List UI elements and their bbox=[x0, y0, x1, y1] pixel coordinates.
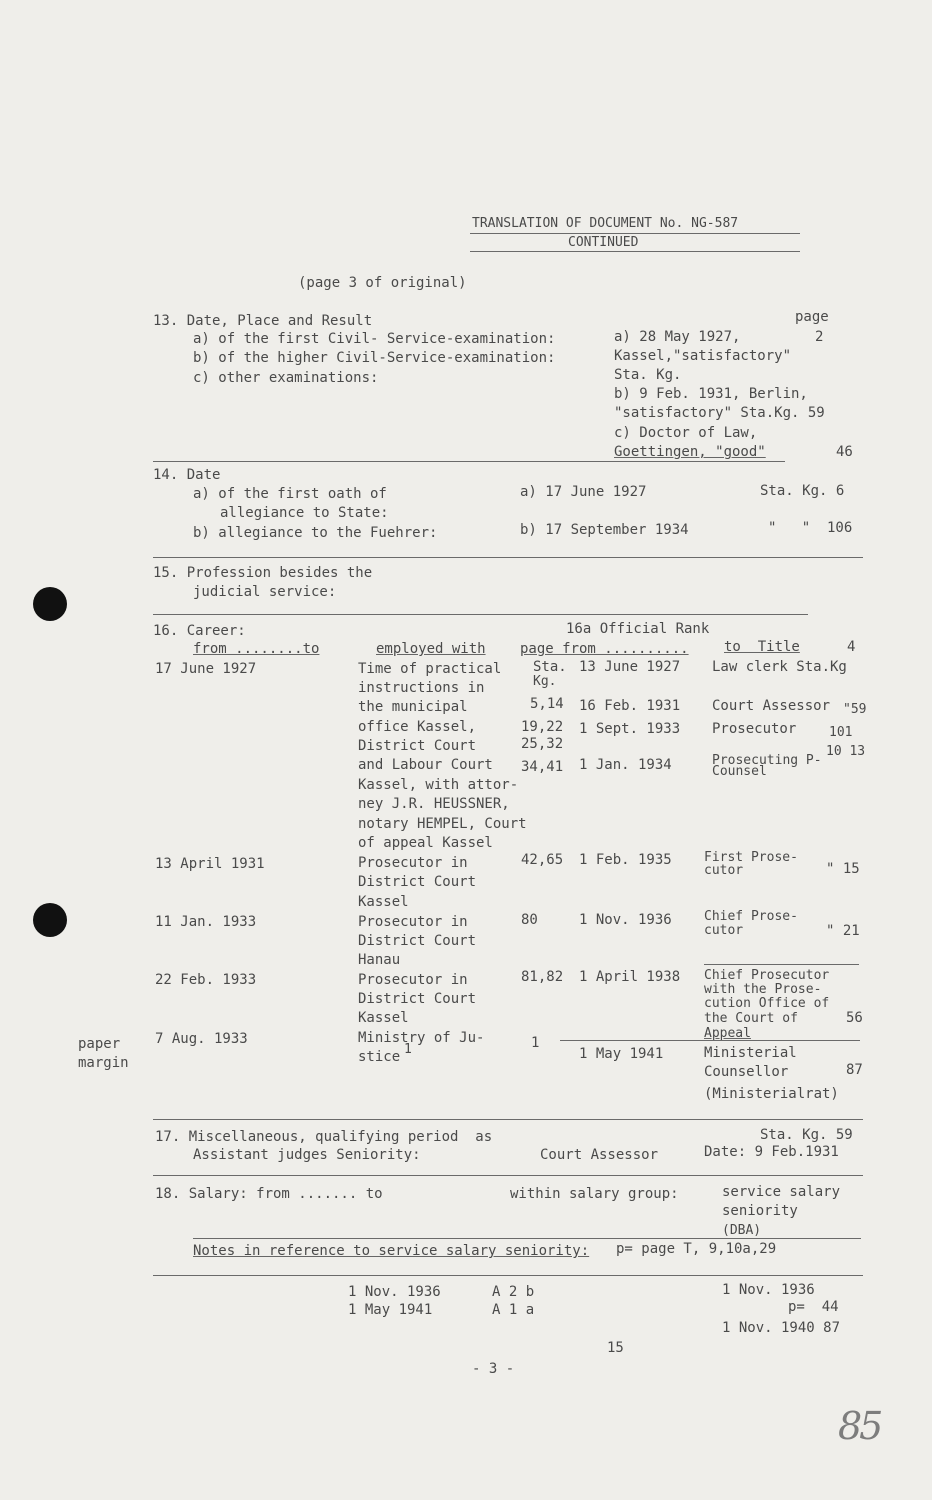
s18-seniority: (DBA) bbox=[722, 1223, 762, 1238]
rank-date: 1 Nov. 1936 bbox=[579, 912, 672, 928]
s15-title: 15. Profession besides the bbox=[153, 565, 373, 581]
career-employer-5: Ministry of Ju- bbox=[358, 1030, 485, 1046]
header-rule-2 bbox=[470, 251, 800, 252]
rank-title: cutor bbox=[704, 863, 744, 878]
s13-v2: Kassel,"satisfactory" bbox=[614, 348, 792, 364]
rule-rank bbox=[704, 964, 859, 965]
footnote-mark: 1 bbox=[404, 1042, 412, 1057]
s14-a-label2: allegiance to State: bbox=[220, 505, 389, 521]
s13-v3: Sta. Kg. bbox=[614, 367, 682, 383]
s13-v7: Goettingen, "good" bbox=[614, 444, 766, 460]
career-page-1: 25,32 bbox=[521, 736, 564, 752]
career-date-5: 7 Aug. 1933 bbox=[155, 1031, 248, 1047]
career-date-3: 11 Jan. 1933 bbox=[155, 914, 257, 930]
career-page-2: 42,65 bbox=[521, 852, 564, 868]
s18-notes-pages: p= page T, 9,10a,29 bbox=[616, 1241, 777, 1257]
rank-title: Court Assessor bbox=[712, 698, 831, 714]
s14-b-page: " " 106 bbox=[768, 520, 853, 536]
s13-title: 13. Date, Place and Result bbox=[153, 313, 373, 329]
s13-b-label: b) of the higher Civil-Service-examination: bbox=[193, 350, 556, 366]
s18-seniority: service salary bbox=[722, 1184, 841, 1200]
rank-date: 1 Feb. 1935 bbox=[579, 852, 672, 868]
s13-v7-page: 46 bbox=[836, 444, 853, 460]
paper-margin-note: paper bbox=[78, 1036, 121, 1052]
s16-title: 16. Career: bbox=[153, 623, 246, 639]
s17-date: Date: 9 Feb.1931 bbox=[704, 1144, 839, 1160]
salary-group: A 2 b bbox=[492, 1284, 535, 1300]
s14-a-page: Sta. Kg. 6 bbox=[760, 483, 845, 499]
rank-title: Counsel bbox=[712, 764, 767, 779]
s18-right: p= 44 bbox=[788, 1299, 839, 1315]
career-employer-3: Hanau bbox=[358, 952, 401, 968]
s18-line: 18. Salary: from ....... to bbox=[155, 1186, 383, 1202]
career-employer-5: stice bbox=[358, 1049, 401, 1065]
s13-v1: a) 28 May 1927, bbox=[614, 329, 741, 345]
career-employer-2: District Court bbox=[358, 874, 477, 890]
career-employer-4: District Court bbox=[358, 991, 477, 1007]
career-employer-4: Prosecutor in bbox=[358, 972, 468, 988]
header-rule bbox=[470, 233, 800, 234]
career-employer-1: notary HEMPEL, Court bbox=[358, 816, 527, 832]
s18-right: 1 Nov. 1940 87 bbox=[722, 1320, 841, 1336]
career-employer-4: Kassel bbox=[358, 1010, 409, 1026]
career-page-3: 80 bbox=[521, 912, 538, 928]
rank-page: 101 bbox=[829, 725, 853, 740]
rule-16 bbox=[153, 1119, 863, 1120]
career-employer-3: District Court bbox=[358, 933, 477, 949]
career-date-2: 13 April 1931 bbox=[155, 856, 265, 872]
s14-title: 14. Date bbox=[153, 467, 221, 483]
header-translation: TRANSLATION OF DOCUMENT No. NG-587 bbox=[472, 216, 739, 231]
s15-title2: judicial service: bbox=[193, 584, 337, 600]
handwritten-page-number: 85 bbox=[838, 1404, 881, 1448]
career-employer-1: instructions in bbox=[358, 680, 485, 696]
career-employer-1: ney J.R. HEUSSNER, bbox=[358, 796, 510, 812]
s16-h-page-num: 4 bbox=[847, 639, 856, 655]
s17-line2: Assistant judges Seniority: bbox=[193, 1147, 421, 1163]
s13-page-label: page bbox=[795, 309, 829, 325]
s16-h-employed: employed with bbox=[376, 641, 486, 657]
s13-v1-page: 2 bbox=[815, 329, 824, 345]
career-employer-1: Time of practical bbox=[358, 661, 502, 677]
rule-rank-2 bbox=[560, 1040, 860, 1041]
s16-h-from-to: from ........to bbox=[193, 641, 320, 657]
rule-14 bbox=[153, 557, 863, 558]
page-note: (page 3 of original) bbox=[298, 275, 467, 291]
rank-title: Prosecutor bbox=[712, 721, 797, 737]
career-page-1: 34,41 bbox=[521, 759, 564, 775]
rank-page: "59 bbox=[843, 702, 867, 717]
s17-line1: 17. Miscellaneous, qualifying period as bbox=[155, 1129, 493, 1145]
career-page-5: 1 bbox=[531, 1035, 540, 1051]
s18-group: within salary group: bbox=[510, 1186, 679, 1202]
punch-hole-top bbox=[33, 587, 67, 621]
rank-title: Appeal bbox=[704, 1026, 751, 1041]
rank-title: First Prose- bbox=[704, 850, 798, 865]
career-employer-1: and Labour Court bbox=[358, 757, 493, 773]
s17-court-assessor: Court Assessor bbox=[540, 1147, 659, 1163]
rule-18a bbox=[193, 1238, 861, 1239]
career-employer-1: office Kassel, bbox=[358, 719, 477, 735]
rank-title: with the Prose- bbox=[704, 982, 822, 997]
salary-group: A 1 a bbox=[492, 1302, 535, 1318]
rank-title: Counsellor bbox=[704, 1064, 789, 1080]
paper-margin-note: margin bbox=[78, 1055, 129, 1071]
s13-v6: c) Doctor of Law, bbox=[614, 425, 758, 441]
salary-date: 1 Nov. 1936 bbox=[348, 1284, 441, 1300]
career-employer-1: the municipal bbox=[358, 699, 468, 715]
rank-title: Chief Prose- bbox=[704, 909, 798, 924]
rank-page: " 15 bbox=[826, 861, 860, 877]
rank-title: Prosecuting P- bbox=[712, 753, 822, 768]
s13-v4: b) 9 Feb. 1931, Berlin, bbox=[614, 386, 808, 402]
rank-title: (Ministerialrat) bbox=[704, 1086, 839, 1102]
header-continued: CONTINUED bbox=[568, 235, 639, 250]
s13-a-label: a) of the first Civil- Service-examination: bbox=[193, 331, 556, 347]
career-date-4: 22 Feb. 1933 bbox=[155, 972, 257, 988]
s16-h-page-from: page from .......... bbox=[520, 641, 689, 657]
punch-hole-bottom bbox=[33, 903, 67, 937]
rule-17 bbox=[153, 1175, 863, 1176]
career-date-1: 17 June 1927 bbox=[155, 661, 257, 677]
rank-title: Chief Prosecutor bbox=[704, 968, 830, 983]
rank-date: 1 April 1938 bbox=[579, 969, 681, 985]
s14-b-label: b) allegiance to the Fuehrer: bbox=[193, 525, 438, 541]
rule-13 bbox=[153, 461, 785, 462]
rank-page: 56 bbox=[846, 1010, 863, 1026]
s18-notes: Notes in reference to service salary seniority: bbox=[193, 1243, 590, 1259]
career-employer-1: Kassel, with attor- bbox=[358, 777, 519, 793]
career-employer-2: Prosecutor in bbox=[358, 855, 468, 871]
career-employer-1: of appeal Kassel bbox=[358, 835, 493, 851]
s14-a-label: a) of the first oath of bbox=[193, 486, 387, 502]
s14-a-value: a) 17 June 1927 bbox=[520, 484, 647, 500]
rank-title: cution Office of bbox=[704, 996, 830, 1011]
career-page-1: 5,14 bbox=[530, 696, 564, 712]
footer-number: 15 bbox=[607, 1340, 624, 1356]
s13-v5: "satisfactory" Sta.Kg. 59 bbox=[614, 405, 825, 421]
s16-rank-title: 16a Official Rank bbox=[566, 621, 710, 637]
rule-18 bbox=[153, 1275, 863, 1276]
s17-page: Sta. Kg. 59 bbox=[760, 1127, 853, 1143]
career-employer-1: District Court bbox=[358, 738, 477, 754]
s14-b-value: b) 17 September 1934 bbox=[520, 522, 689, 538]
s13-c-label: c) other examinations: bbox=[193, 370, 379, 386]
rank-title: Law clerk Sta.Kg bbox=[712, 659, 847, 675]
rank-date: 1 May 1941 bbox=[579, 1046, 664, 1062]
rank-title: Ministerial bbox=[704, 1045, 797, 1061]
s16-h-to-title: to Title bbox=[724, 639, 800, 655]
rank-page: 10 13 bbox=[826, 744, 866, 759]
rank-date: 13 June 1927 bbox=[579, 659, 681, 675]
footer-page: - 3 - bbox=[472, 1361, 515, 1377]
rank-date: 1 Sept. 1933 bbox=[579, 721, 681, 737]
career-page-1: Kg. bbox=[533, 674, 557, 689]
rank-page: " 21 bbox=[826, 923, 860, 939]
career-page-4: 81,82 bbox=[521, 969, 564, 985]
rank-page: 87 bbox=[846, 1062, 863, 1078]
career-employer-2: Kassel bbox=[358, 894, 409, 910]
s18-right: 1 Nov. 1936 bbox=[722, 1282, 815, 1298]
career-employer-3: Prosecutor in bbox=[358, 914, 468, 930]
rank-title: the Court of bbox=[704, 1011, 798, 1026]
career-page-1: Sta. bbox=[533, 659, 567, 675]
rank-date: 1 Jan. 1934 bbox=[579, 757, 672, 773]
rank-date: 16 Feb. 1931 bbox=[579, 698, 681, 714]
career-page-1: 19,22 bbox=[521, 719, 564, 735]
salary-date: 1 May 1941 bbox=[348, 1302, 433, 1318]
s18-seniority: seniority bbox=[722, 1203, 798, 1219]
rank-title: cutor bbox=[704, 923, 744, 938]
rule-15 bbox=[153, 614, 808, 615]
